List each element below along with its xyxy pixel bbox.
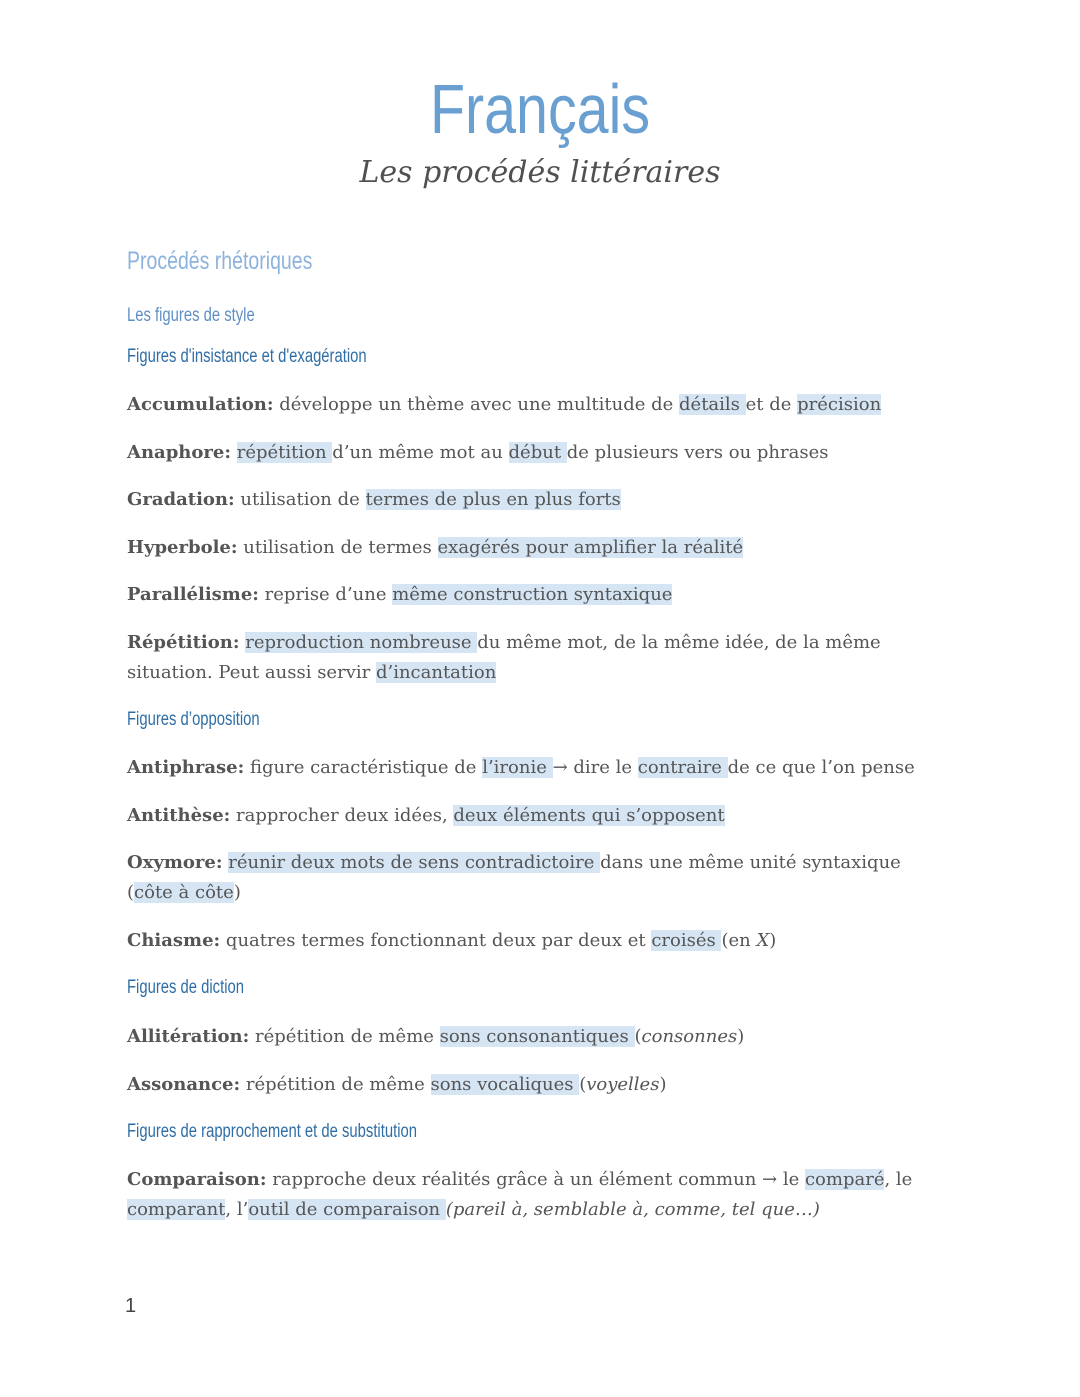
page-number: 1 [125,1295,137,1317]
text: développe un thème avec une multitude de [273,394,680,415]
highlight: détails [679,394,746,415]
definition-oxymore [127,848,927,908]
highlight: côte à côte [134,882,234,903]
term: Allitération: [127,1026,250,1047]
highlight: comparé [804,1169,885,1190]
text: de ce que l’on pense [727,757,915,778]
term: Anaphore: [127,442,231,463]
highlight: même construction syntaxique [392,584,673,605]
definition-anaphore [127,438,927,468]
highlight: comparant [127,1199,226,1220]
text [231,442,237,463]
highlight: croisés [651,930,722,951]
text: ) [233,882,241,903]
text: figure caractéristique de [244,757,483,778]
text: répétition de même [249,1026,440,1047]
text: rapprocher deux idées, [230,805,454,826]
highlight: deux éléments qui s’opposent [453,805,725,826]
text: utilisation de [234,489,366,510]
text: , l’ [225,1199,249,1220]
text: (en [721,930,757,951]
highlight: contraire [637,757,728,778]
term: Oxymore: [127,852,223,873]
text: ( [579,1074,587,1095]
highlight: termes de plus en plus forts [365,489,621,510]
term: Comparaison: [127,1169,267,1190]
text: ) [659,1074,667,1095]
text: reprise d’une [258,584,393,605]
text: , le [884,1169,913,1190]
term: Hyperbole: [127,537,238,558]
highlight: sons vocaliques [430,1074,580,1095]
definition-antiphrase [127,753,927,783]
term: Gradation: [127,489,235,510]
text: ) [737,1026,745,1047]
definition-gradation [127,485,927,515]
text: → dire le [552,757,638,778]
highlight: l’ironie [482,757,553,778]
group-heading-insistance: Figures d'insistance et d'exagération [127,346,367,367]
highlight: reproduction nombreuse [245,632,478,653]
highlight: exagérés pour amplifier la réalité [437,537,744,558]
highlight: répétition [236,442,333,463]
text: d’un même mot au [332,442,509,463]
subsection-heading: Les figures de style [127,305,255,326]
text: rapproche deux réalités grâce à un élément commun → le [266,1169,805,1190]
definition-comparaison [127,1165,927,1225]
text: répétition de même [240,1074,431,1095]
section-heading: Procédés rhétoriques [127,247,313,275]
group-heading-opposition: Figures d’opposition [127,709,260,730]
text: du même mot, de la même idée, de la même situation. Peut aussi servir [127,632,881,683]
highlight: précision [797,394,882,415]
term: Parallélisme: [127,584,259,605]
term: Chiasme: [127,930,221,951]
italic-text: X [756,930,770,951]
term: Antiphrase: [127,757,245,778]
highlight: d’incantation [375,662,497,683]
definition-alliteration [127,1022,927,1052]
definition-assonance [127,1070,927,1100]
definition-hyperbole [127,533,927,563]
definition-parallelisme [127,580,927,610]
text: de plusieurs vers ou phrases [566,442,829,463]
term: Antithèse: [127,805,231,826]
definition-accumulation [127,390,927,420]
text: et de [745,394,798,415]
group-heading-diction: Figures de diction [127,977,244,998]
document-subtitle: Les procédés littéraires [359,155,721,190]
text: dans une même unité syntaxique ( [127,852,901,903]
italic-text: (pareil à, semblable à, comme, tel que…) [445,1199,820,1220]
italic-text: voyelles [586,1074,660,1095]
definition-chiasme [127,926,927,956]
highlight: sons consonantiques [439,1026,635,1047]
italic-text: consonnes [641,1026,738,1047]
term: Assonance: [127,1074,241,1095]
highlight: réunir deux mots de sens contradictoire [228,852,601,873]
text: ) [769,930,777,951]
text: quatres termes fonctionnant deux par deux et [220,930,652,951]
term: Répétition: [127,632,240,653]
definition-repetition [127,628,927,688]
document-title: Français [429,70,651,148]
definition-antithese [127,801,927,831]
text: utilisation de termes [237,537,438,558]
highlight: outil de comparaison [248,1199,446,1220]
term: Accumulation: [127,394,274,415]
text: ( [634,1026,642,1047]
highlight: début [508,442,567,463]
group-heading-rapprochement: Figures de rapprochement et de substitution [127,1121,417,1142]
